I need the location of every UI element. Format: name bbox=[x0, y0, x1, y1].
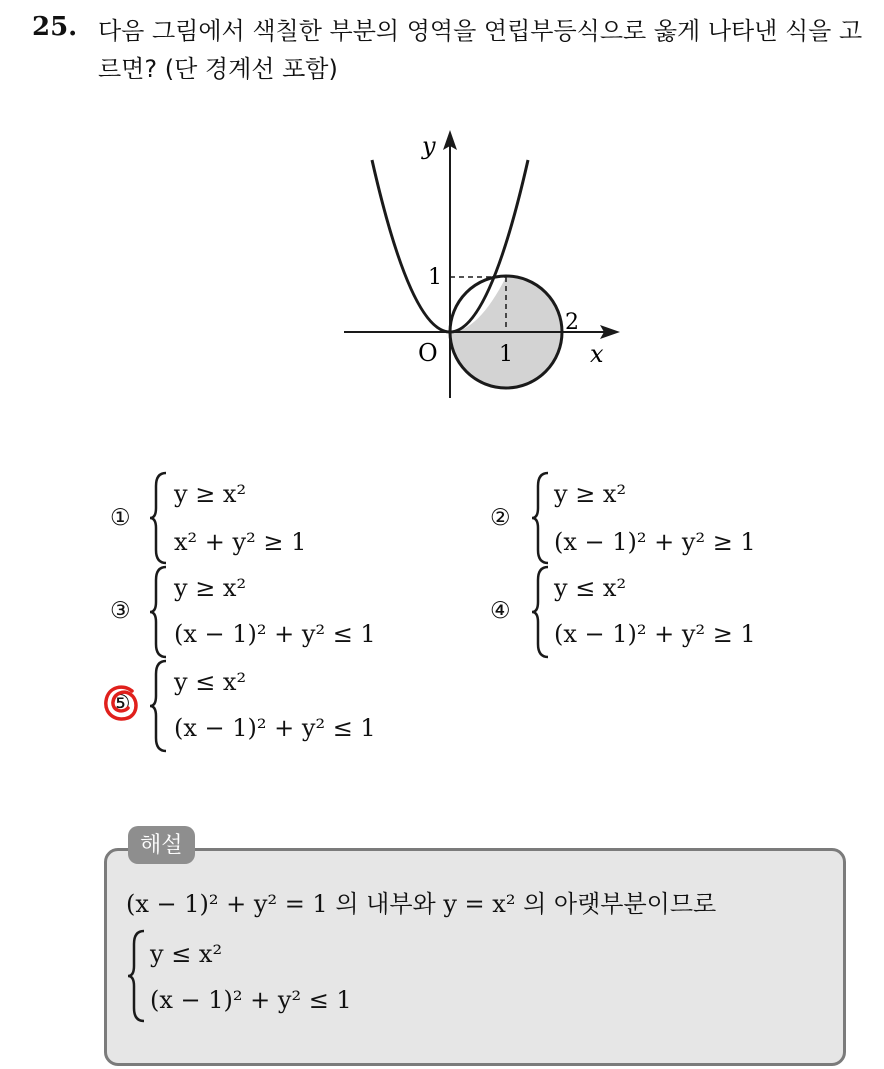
choice-1-line1: y ≥ x² bbox=[174, 480, 247, 508]
choice-2-number[interactable]: ② bbox=[490, 505, 511, 531]
solution-line2: (x − 1)² + y² ≤ 1 bbox=[150, 986, 352, 1014]
choice-1-brace bbox=[148, 470, 172, 566]
choice-5-line1: y ≤ x² bbox=[174, 668, 247, 696]
solution-lead-line bbox=[126, 884, 716, 919]
solution-tag: 해설 bbox=[128, 826, 195, 864]
solution-line1: y ≤ x² bbox=[150, 940, 223, 968]
question-text: 다음 그림에서 색칠한 부분의 영역을 연립부등식으로 옳게 나타낸 식을 고르면? (단 경계선 포함) bbox=[98, 17, 863, 83]
x-axis-label: x bbox=[590, 340, 604, 368]
y-axis-label: y bbox=[422, 132, 436, 160]
choice-5-line2: (x − 1)² + y² ≤ 1 bbox=[174, 714, 376, 742]
choice-5-brace bbox=[148, 658, 172, 754]
choice-2-line1: y ≥ x² bbox=[554, 480, 627, 508]
choice-1-line2: x² + y² ≥ 1 bbox=[174, 528, 307, 556]
y-tick-label-1: 1 bbox=[428, 265, 442, 290]
solution-lead-text-2: 의 아랫부분이므로 bbox=[523, 890, 717, 918]
choice-4-number[interactable]: ④ bbox=[490, 598, 511, 624]
choice-2-line2: (x − 1)² + y² ≥ 1 bbox=[554, 528, 756, 556]
solution-brace bbox=[126, 928, 150, 1024]
choice-4-brace bbox=[530, 564, 554, 660]
answer-circle-mark-icon bbox=[102, 683, 140, 723]
choice-5-number[interactable]: ⑤ bbox=[110, 691, 131, 717]
choice-3-brace bbox=[148, 564, 172, 660]
choice-2-brace bbox=[530, 470, 554, 566]
choice-3-number[interactable]: ③ bbox=[110, 598, 131, 624]
solution-lead-circle: (x − 1)² + y² = 1 bbox=[126, 890, 328, 918]
solution-lead-text-1: 의 내부와 bbox=[335, 890, 436, 918]
choice-4-line1: y ≤ x² bbox=[554, 574, 627, 602]
x-tick-label-2: 2 bbox=[565, 310, 579, 335]
origin-label: O bbox=[418, 339, 438, 367]
graph-figure bbox=[340, 125, 630, 405]
x-tick-label-1: 1 bbox=[499, 342, 513, 367]
choice-4-line2: (x − 1)² + y² ≥ 1 bbox=[554, 620, 756, 648]
choice-1-number[interactable]: ① bbox=[110, 505, 131, 531]
choice-3-line1: y ≥ x² bbox=[174, 574, 247, 602]
solution-lead-parabola: y = x² bbox=[443, 890, 516, 918]
question-number: 25. bbox=[32, 12, 78, 42]
choice-3-line2: (x − 1)² + y² ≤ 1 bbox=[174, 620, 376, 648]
